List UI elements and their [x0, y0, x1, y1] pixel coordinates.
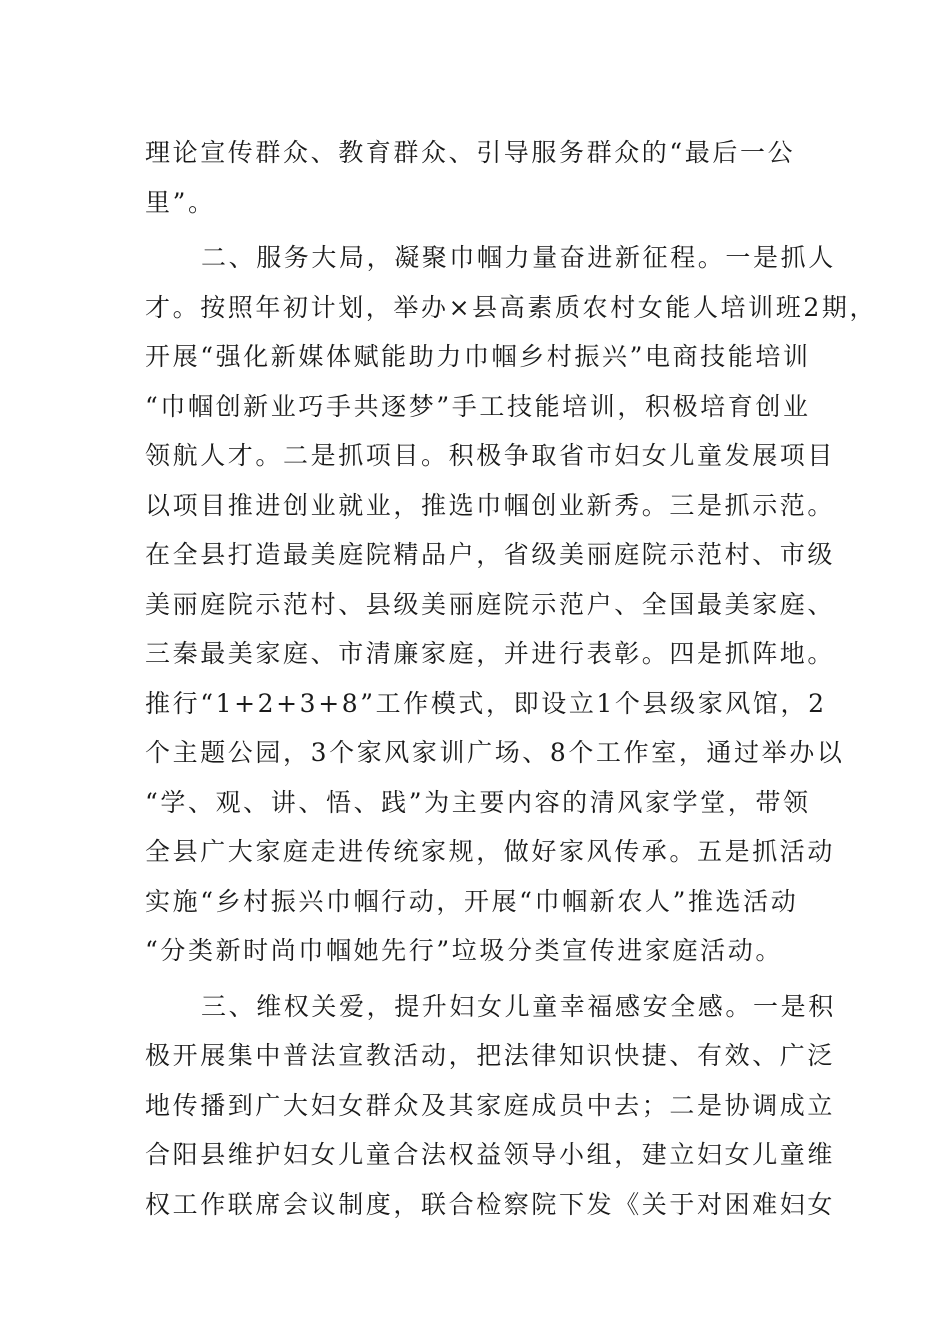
- paragraph-line: 三秦最美家庭、市清廉家庭，并进行表彰。四是抓阵地。: [145, 639, 836, 668]
- paragraph-line: 推行“1+2+3+8”工作模式，即设立1个县级家风馆，2: [145, 688, 827, 718]
- document-body: [145, 128, 878, 1229]
- paragraph-line: 理论宣传群众、教育群众、引导服务群众的“最后一公: [145, 138, 796, 167]
- paragraph-line: 在全县打造最美庭院精品户，省级美丽庭院示范村、市级: [145, 540, 836, 569]
- section-heading-line: 三、维权关爱，提升妇女儿童幸福感安全感。一是积: [201, 991, 836, 1021]
- paragraph-line: “分类新时尚巾帼她先行”垃圾分类宣传进家庭活动。: [145, 936, 783, 965]
- paragraph-line: 地传播到广大妇女群众及其家庭成员中去；二是协调成立: [145, 1090, 836, 1120]
- paragraph-line: “学、观、讲、悟、践”为主要内容的清风家学堂，带领: [145, 787, 811, 817]
- paragraph-line: 合阳县维护妇女儿童合法权益领导小组，建立妇女儿童维: [145, 1140, 836, 1169]
- paragraph-line: 才。按照年初计划，举办×县高素质农村女能人培训班2期，: [145, 292, 878, 322]
- paragraph-line: “巾帼创新业巧手共逐梦”手工技能培训，积极培育创业: [145, 391, 811, 421]
- paragraph-line: 里”。: [145, 187, 216, 217]
- paragraph-line: 以项目推进创业就业，推选巾帼创业新秀。三是抓示范。: [145, 490, 836, 520]
- paragraph-line: 领航人才。二是抓项目。积极争取省市妇女儿童发展项目: [145, 441, 836, 470]
- paragraph-line: 实施“乡村振兴巾帼行动，开展“巾帼新农人”推选活动: [145, 886, 799, 916]
- paragraph-line: 美丽庭院示范村、县级美丽庭院示范户、全国最美家庭、: [145, 589, 836, 619]
- paragraph-line: 全县广大家庭走进传统家规，做好家风传承。五是抓活动: [145, 837, 836, 866]
- paragraph-line: 开展“强化新媒体赋能助力巾帼乡村振兴”电商技能培训: [145, 342, 811, 371]
- paragraph-line: 权工作联席会议制度，联合检察院下发《关于对困难妇女: [145, 1189, 836, 1219]
- paragraph-line: 个主题公园，3个家风家训广场、8个工作室，通过举办以: [145, 738, 845, 767]
- paragraph-line: 极开展集中普法宣教活动，把法律知识快捷、有效、广泛: [145, 1041, 836, 1070]
- section-heading-line: 二、服务大局，凝聚巾帼力量奋进新征程。一是抓人: [201, 243, 836, 272]
